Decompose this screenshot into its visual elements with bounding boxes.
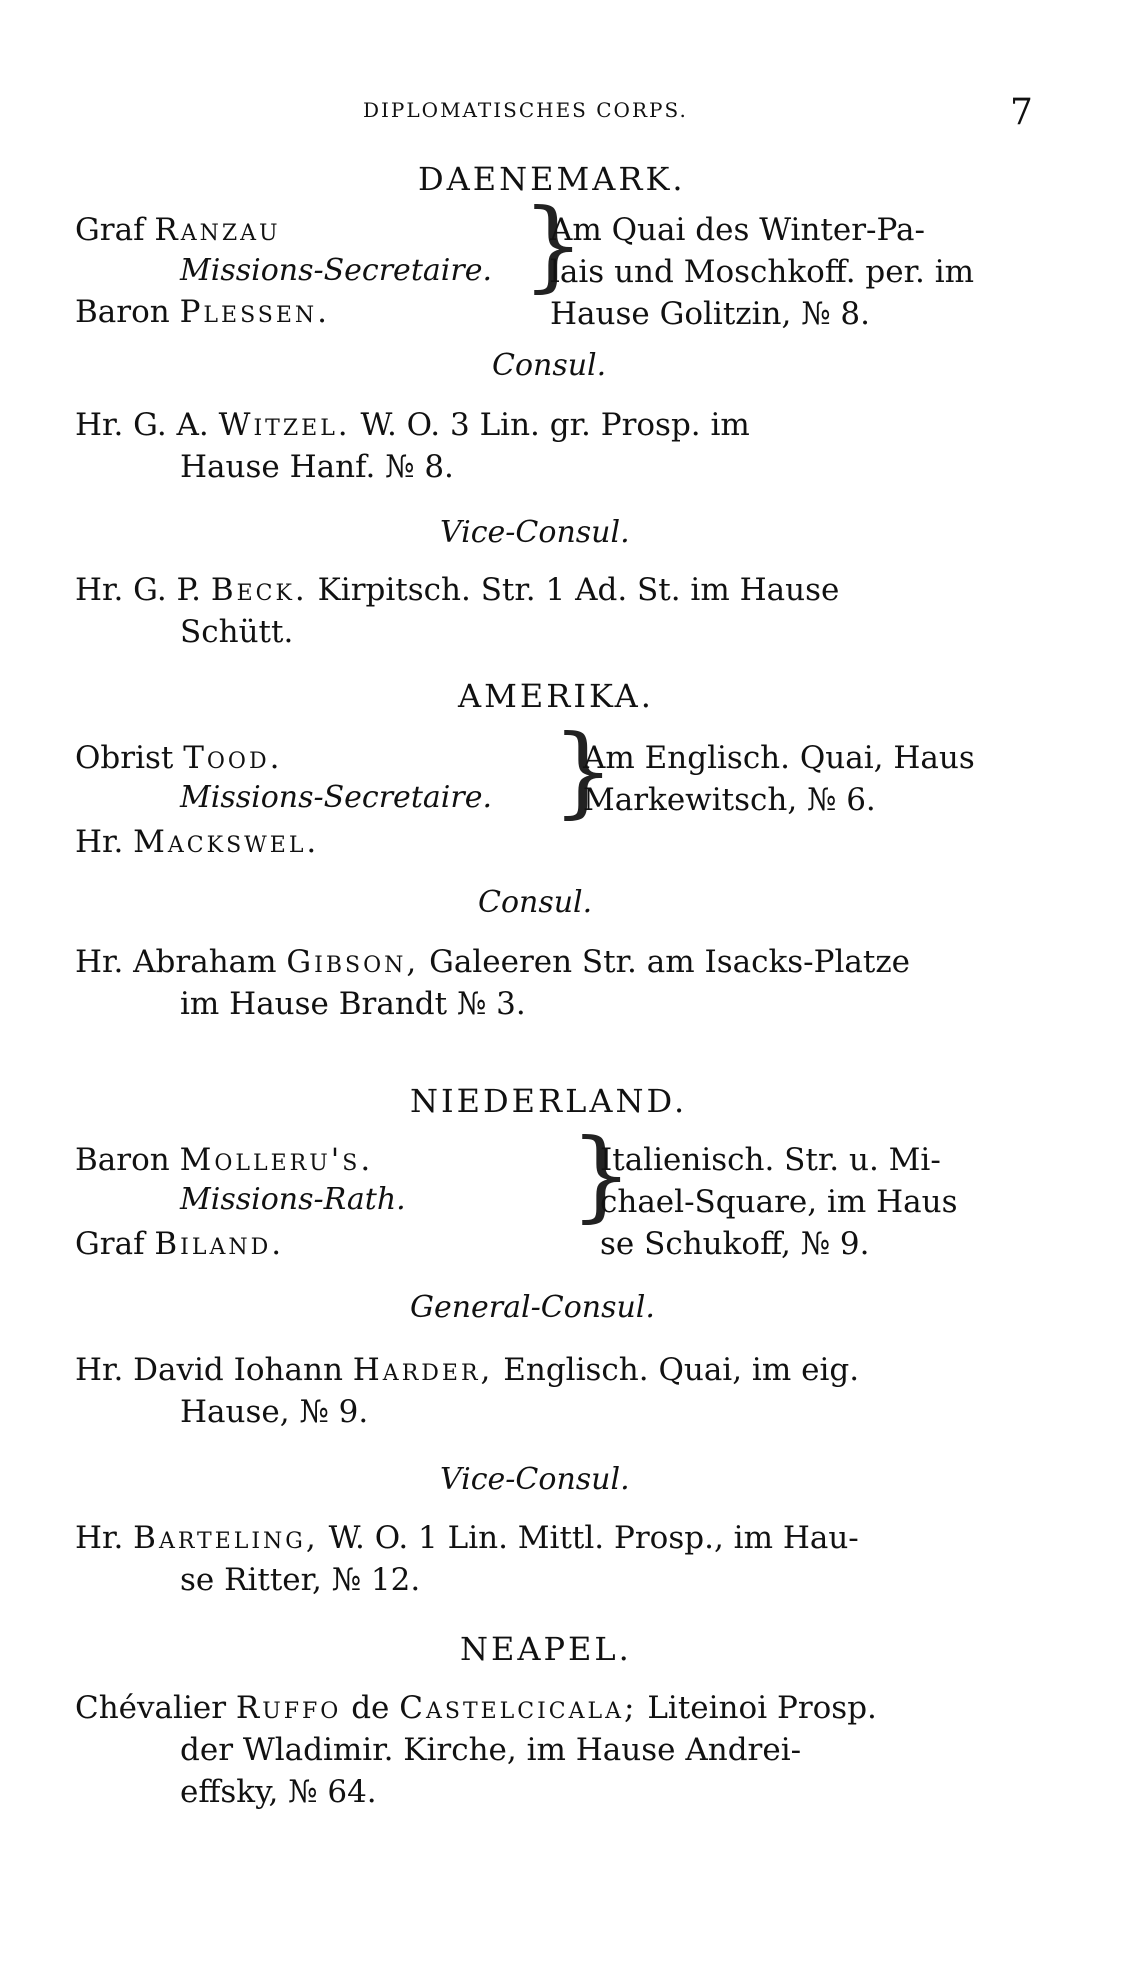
daenemark-consul-heading: Consul. xyxy=(492,348,607,383)
person-name: Castelcicala; xyxy=(399,1690,638,1726)
amerika-address-line-2: Markewitsch, № 6. xyxy=(583,782,876,818)
niederland-general-consul-heading: General-Consul. xyxy=(410,1290,655,1325)
daenemark-envoy: Graf Ranzau xyxy=(75,212,281,248)
neapel-entry-line-3: effsky, № 64. xyxy=(180,1774,377,1810)
person-name: Biland. xyxy=(154,1226,285,1262)
person-name: Ruffo xyxy=(235,1690,342,1726)
niederland-general-consul-line-1: Hr. David Iohann Harder, Englisch. Quai, im eig. xyxy=(75,1352,860,1388)
person-name: Witzel. xyxy=(218,407,351,443)
niederland-address-line-3: se Schukoff, № 9. xyxy=(600,1226,870,1262)
daenemark-vice-consul-heading: Vice-Consul. xyxy=(440,515,630,550)
daenemark-vice-consul-line-2: Schütt. xyxy=(180,614,294,650)
amerika-consul-line-2: im Hause Brandt № 3. xyxy=(180,986,526,1022)
amerika-address-line-1: Am Englisch. Quai, Haus xyxy=(583,740,975,776)
running-title: DIPLOMATISCHES CORPS. xyxy=(363,98,688,122)
person-name: Harder, xyxy=(352,1352,494,1388)
daenemark-address-line-2: lais und Moschkoff. per. im xyxy=(550,254,975,290)
neapel-entry-line-2: der Wladimir. Kirche, im Hause Andrei- xyxy=(180,1732,802,1768)
daenemark-address-line-3: Hause Golitzin, № 8. xyxy=(550,296,870,332)
daenemark-address-line-1: Am Quai des Winter-Pa- xyxy=(550,212,925,248)
grouping-brace: } xyxy=(552,715,615,829)
grouping-brace: } xyxy=(570,1119,633,1233)
daenemark-consul-line-2: Hause Hanf. № 8. xyxy=(180,449,454,485)
section-title-amerika: AMERIKA. xyxy=(458,677,654,715)
person-name: Mackswel. xyxy=(133,824,320,860)
page-number: 7 xyxy=(1010,92,1033,133)
niederland-address-line-1: Italienisch. Str. u. Mi- xyxy=(600,1142,941,1178)
person-name: Beck. xyxy=(210,572,308,608)
niederland-secretary: Graf Biland. xyxy=(75,1226,285,1262)
daenemark-vice-consul-line-1: Hr. G. P. Beck. Kirpitsch. Str. 1 Ad. St. im Hause xyxy=(75,572,840,608)
person-name: Ranzau xyxy=(154,212,281,248)
grouping-brace: } xyxy=(522,189,585,303)
niederland-general-consul-line-2: Hause, № 9. xyxy=(180,1394,369,1430)
daenemark-secretary: Baron Plessen. xyxy=(75,294,331,330)
amerika-consul-heading: Consul. xyxy=(478,885,593,920)
section-title-niederland: NIEDERLAND. xyxy=(410,1082,688,1120)
person-name: Gibson, xyxy=(286,944,420,980)
amerika-secretary: Hr. Mackswel. xyxy=(75,824,320,860)
niederland-vice-consul-line-2: se Ritter, № 12. xyxy=(180,1562,421,1598)
amerika-consul-line-1: Hr. Abraham Gibson, Galeeren Str. am Isacks-Platze xyxy=(75,944,911,980)
amerika-secretary-role: Missions-Secretaire. xyxy=(180,780,492,815)
niederland-vice-consul-heading: Vice-Consul. xyxy=(440,1462,630,1497)
person-name: Tood. xyxy=(183,740,283,776)
amerika-envoy: Obrist Tood. xyxy=(75,740,283,776)
neapel-entry-line-1: Chévalier Ruffo de Castelcicala; Liteinoi Prosp. xyxy=(75,1690,877,1726)
niederland-address-line-2: chael-Square, im Haus xyxy=(600,1184,958,1220)
person-name: Molleru's. xyxy=(179,1142,374,1178)
niederland-secretary-role: Missions-Rath. xyxy=(180,1182,406,1217)
section-title-daenemark: DAENEMARK. xyxy=(418,160,686,198)
niederland-envoy: Baron Molleru's. xyxy=(75,1142,374,1178)
niederland-vice-consul-line-1: Hr. Barteling, W. O. 1 Lin. Mittl. Prosp., im Hau- xyxy=(75,1520,859,1556)
daenemark-secretary-role: Missions-Secretaire. xyxy=(180,253,492,288)
person-name: Plessen. xyxy=(179,294,331,330)
section-title-neapel: NEAPEL. xyxy=(460,1630,632,1668)
person-name: Barteling, xyxy=(133,1520,319,1556)
daenemark-consul-line-1: Hr. G. A. Witzel. W. O. 3 Lin. gr. Prosp. im xyxy=(75,407,750,443)
